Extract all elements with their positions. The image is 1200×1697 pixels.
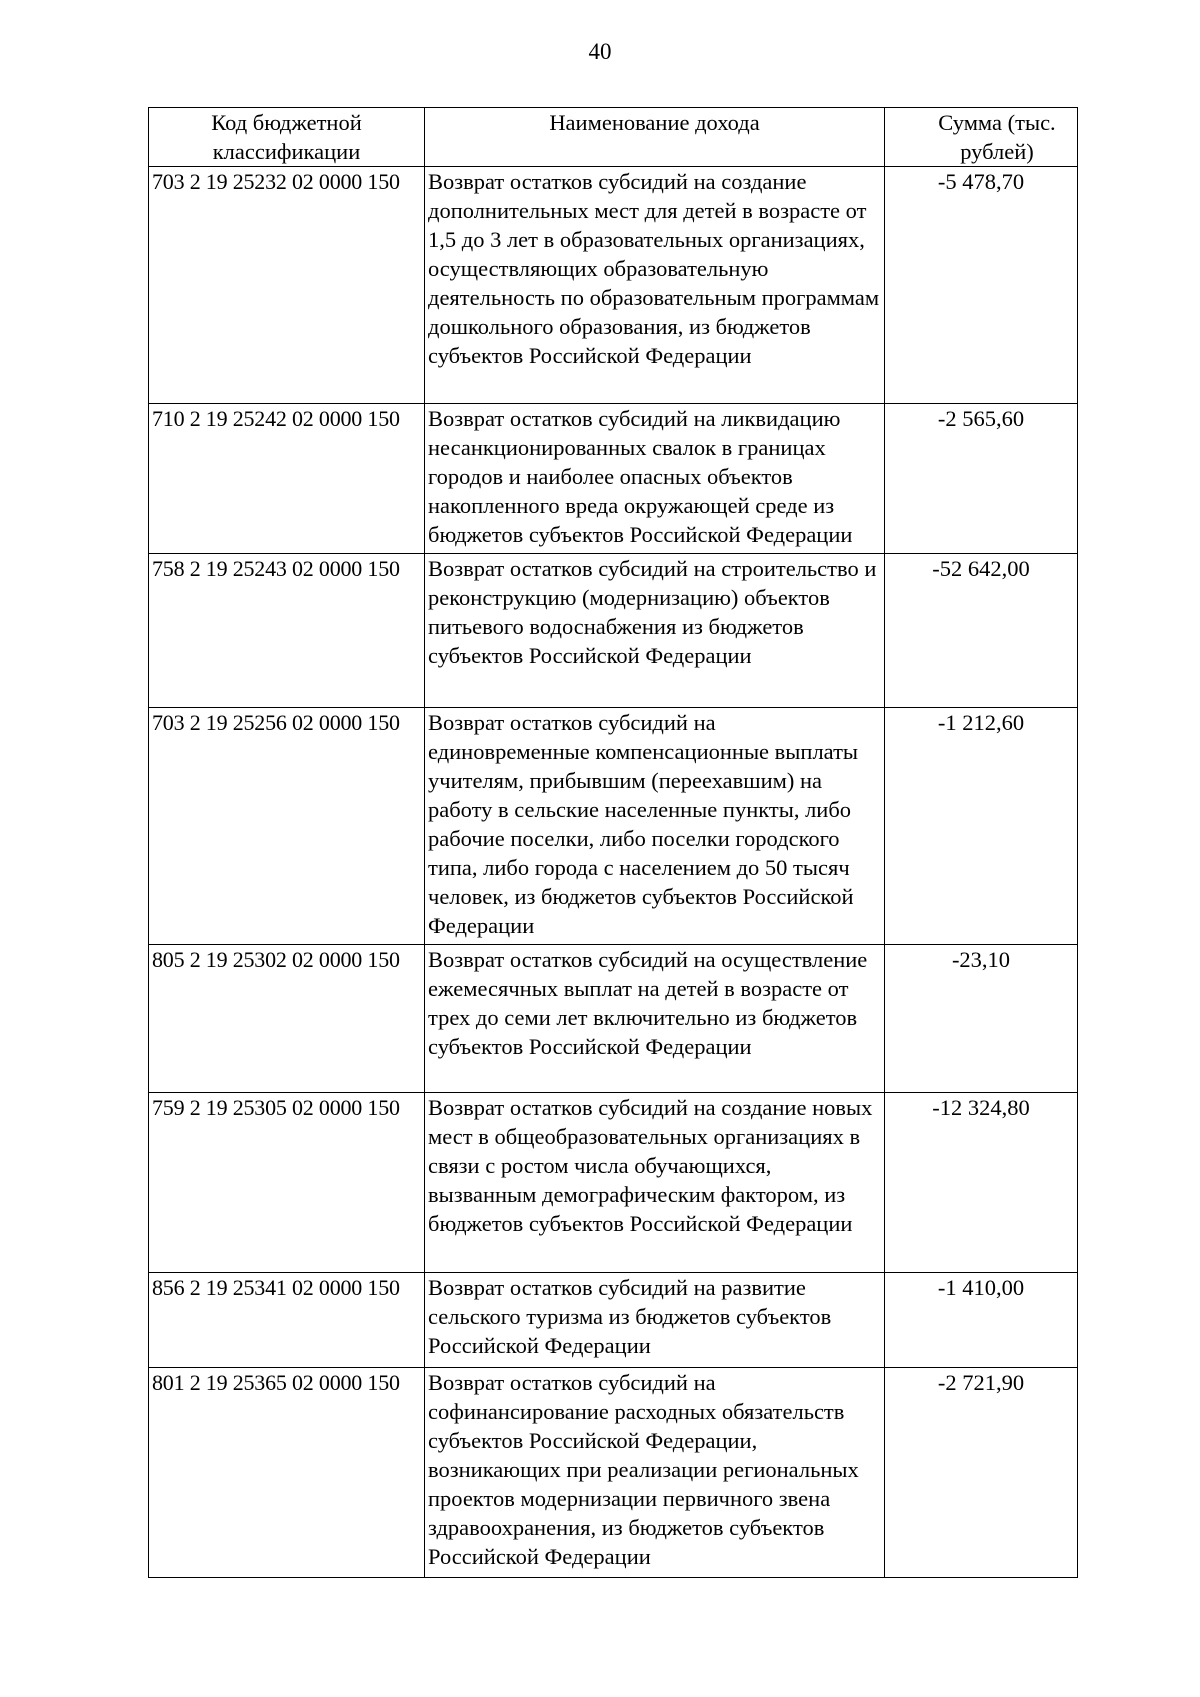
- row-code: 805 2 19 25302 02 0000 150: [149, 945, 425, 1093]
- row-code: 703 2 19 25256 02 0000 150: [149, 708, 425, 945]
- row-name: Возврат остатков субсидий на создание новых мест в общеобразовательных организациях в связи с ростом числа обучающихся, вызванным демографическим фактором, из бюджетов субъектов Российской Федерации: [425, 1093, 885, 1273]
- row-code: 703 2 19 25232 02 0000 150: [149, 167, 425, 404]
- table-row: [149, 554, 1078, 708]
- row-sum: -23,10: [885, 945, 1078, 1093]
- row-sum: -5 478,70: [885, 167, 1078, 404]
- table-row: [149, 945, 1078, 1093]
- header-sum: Сумма (тыс. рублей): [885, 108, 1078, 167]
- revenue-table: [148, 107, 1078, 1578]
- row-name: Возврат остатков субсидий на единовременные компенсационные выплаты учителям, прибывшим (переехавшим) на работу в сельские населенные пункты, либо рабочие поселки, либо поселки городского типа, либо города с населением до 50 тысяч человек, из бюджетов субъектов Российской Федерации: [425, 708, 885, 945]
- row-code: 758 2 19 25243 02 0000 150: [149, 554, 425, 708]
- row-name: Возврат остатков субсидий на софинансирование расходных обязательств субъектов Российской Федерации, возникающих при реализации региональных проектов модернизации первичного звена здравоохранения, из бюджетов субъектов Российской Федерации: [425, 1368, 885, 1578]
- row-name: Возврат остатков субсидий на строительство и реконструкцию (модернизацию) объектов питьевого водоснабжения из бюджетов субъектов Российской Федерации: [425, 554, 885, 708]
- row-sum: -2 565,60: [885, 404, 1078, 554]
- row-name: Возврат остатков субсидий на осуществление ежемесячных выплат на детей в возрасте от трех до семи лет включительно из бюджетов субъектов Российской Федерации: [425, 945, 885, 1093]
- row-name: Возврат остатков субсидий на создание дополнительных мест для детей в возрасте от 1,5 до 3 лет в образовательных организациях, осуществляющих образовательную деятельность по образовательным программам дошкольного образования, из бюджетов субъектов Российской Федерации: [425, 167, 885, 404]
- table-row: [149, 167, 1078, 404]
- row-name: Возврат остатков субсидий на развитие сельского туризма из бюджетов субъектов Российской Федерации: [425, 1273, 885, 1368]
- row-sum: -2 721,90: [885, 1368, 1078, 1578]
- row-code: 759 2 19 25305 02 0000 150: [149, 1093, 425, 1273]
- row-code: 801 2 19 25365 02 0000 150: [149, 1368, 425, 1578]
- table-header-row: [149, 108, 1078, 167]
- row-sum: -12 324,80: [885, 1093, 1078, 1273]
- row-code: 856 2 19 25341 02 0000 150: [149, 1273, 425, 1368]
- header-name: Наименование дохода: [425, 108, 885, 167]
- table-row: [149, 1273, 1078, 1368]
- row-code: 710 2 19 25242 02 0000 150: [149, 404, 425, 554]
- table-row: [149, 708, 1078, 945]
- row-sum: -1 410,00: [885, 1273, 1078, 1368]
- row-name: Возврат остатков субсидий на ликвидацию несанкционированных свалок в границах городов и наиболее опасных объектов накопленного вреда окружающей среде из бюджетов субъектов Российской Федерации: [425, 404, 885, 554]
- table-row: [149, 1093, 1078, 1273]
- table-row: [149, 1368, 1078, 1578]
- row-sum: -1 212,60: [885, 708, 1078, 945]
- header-code: Код бюджетной классификации: [149, 108, 425, 167]
- table-row: [149, 404, 1078, 554]
- page-number: 40: [588, 39, 612, 64]
- row-sum: -52 642,00: [885, 554, 1078, 708]
